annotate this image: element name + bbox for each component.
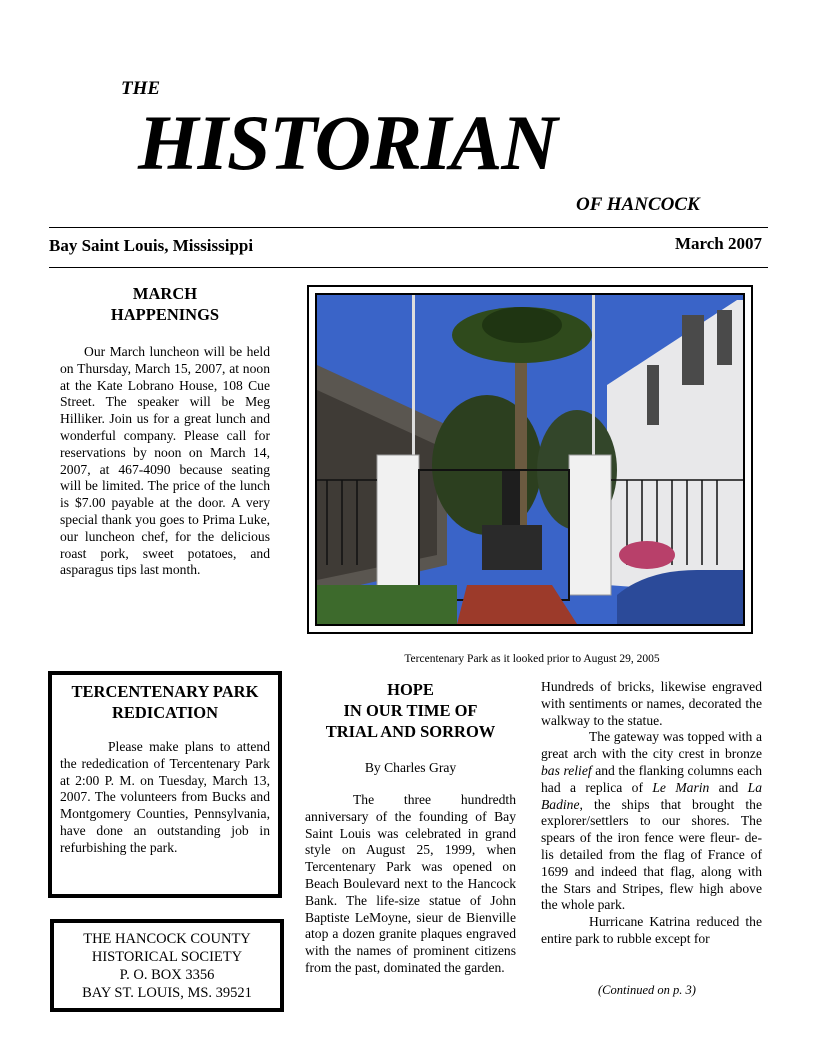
park-photo-illustration (317, 295, 743, 624)
masthead-the: THE (121, 78, 161, 99)
hope-col1-body: The three hundredth anniversary of the founding of Bay Saint Louis was celebrated in grand style on August 25, 1999, when Tercentenary Park was opened on Beach Boulevard next to the Hancock Bank. The life-size statue of John Baptiste LeMoyne, sieur de Bienville atop a dozen granite plaques engraved with the names of prominent citizens from the past, dominated the garden. (305, 792, 516, 975)
tercentenary-heading (60, 681, 270, 723)
society-line2: HISTORICAL SOCIETY (91, 949, 243, 965)
hope-col2-p1: Hundreds of bricks, likewise engraved with sentiments or names, decorated the walkway to the statue. (541, 679, 762, 728)
society-address-box (50, 919, 284, 1012)
masthead-bottom-rule (49, 267, 768, 268)
photo-left-pillar (377, 455, 419, 595)
march-happenings-section (60, 283, 270, 579)
photo-frame (307, 285, 753, 634)
masthead-subtitle: OF HANCOCK (576, 194, 700, 215)
photo-statue (502, 470, 520, 525)
tercentenary-park-photo (315, 293, 745, 626)
tercentenary-body: Please make plans to attend the rededication of Tercentenary Park at 2:00 P. M. on Tuesday, March 13, 2007. The volunteers from Bucks and Montgomery Counties, Pennsylvania, have done an outstanding job in refurbishing the park. (60, 739, 270, 855)
march-happenings-heading-line1: MARCH (132, 284, 198, 303)
continued-note: (Continued on p. 3) (598, 983, 696, 997)
hope-heading (305, 679, 516, 742)
photo-caption: Tercentenary Park as it looked prior to August 29, 2005 (404, 653, 660, 665)
masthead-top-rule (49, 227, 768, 228)
photo-statue-base (482, 525, 542, 570)
photo-right-pillar (569, 455, 611, 595)
march-happenings-heading (60, 283, 270, 325)
hope-heading-line3: TRIAL AND SORROW (325, 722, 496, 741)
hope-byline: By Charles Gray (364, 760, 457, 775)
society-line1: THE HANCOCK COUNTY (83, 931, 251, 947)
hope-heading-line1: HOPE (387, 680, 434, 699)
society-line3: P. O. BOX 3356 (119, 967, 215, 983)
masthead-date: March 2007 (674, 234, 762, 253)
hope-col2-p2: The gateway was topped with a great arch with the city crest in bronze bas relief and the flanking columns each had a replica of Le Marin and La Badine, the ships that brought the explorer/settlers to our shores. The spears of the iron fence were fleur- de-lis detailed from the flag of France of 1699 and indeed that flag, along with the Stars and Stripes, flew high above the whole park. (541, 729, 762, 913)
hope-article-col2 (541, 679, 762, 948)
society-line4: BAY ST. LOUIS, MS. 39521 (82, 985, 252, 1001)
tercentenary-heading-line1: TERCENTENARY PARK (71, 682, 259, 701)
tercentenary-heading-line2: REDICATION (111, 703, 219, 722)
march-happenings-heading-line2: HAPPENINGS (110, 305, 220, 324)
masthead-title: HISTORIAN (138, 99, 557, 186)
hope-article-col1 (305, 679, 516, 977)
hope-heading-line2: IN OUR TIME OF (343, 701, 478, 720)
tercentenary-box (48, 671, 282, 898)
march-happenings-body: Our March luncheon will be held on Thursday, March 15, 2007, at noon at the Kate Lobrano House, 108 Cue Street. The speaker will be Meg Hilliker. Join us for a great lunch and wonderful company. Please call for reservations by noon on March 14, 2007, at 467-4090 because seating will be limited. The price of the lunch is $7.00 payable at the door. A very special thank you goes to Prima Luke, our luncheon chef, for the delicious roast pork, sweet potatoes, and asparagus tips last month. (60, 344, 270, 578)
hope-col2-p3: Hurricane Katrina reduced the entire park to rubble except for (541, 914, 762, 946)
masthead-location: Bay Saint Louis, Mississippi (49, 236, 254, 255)
